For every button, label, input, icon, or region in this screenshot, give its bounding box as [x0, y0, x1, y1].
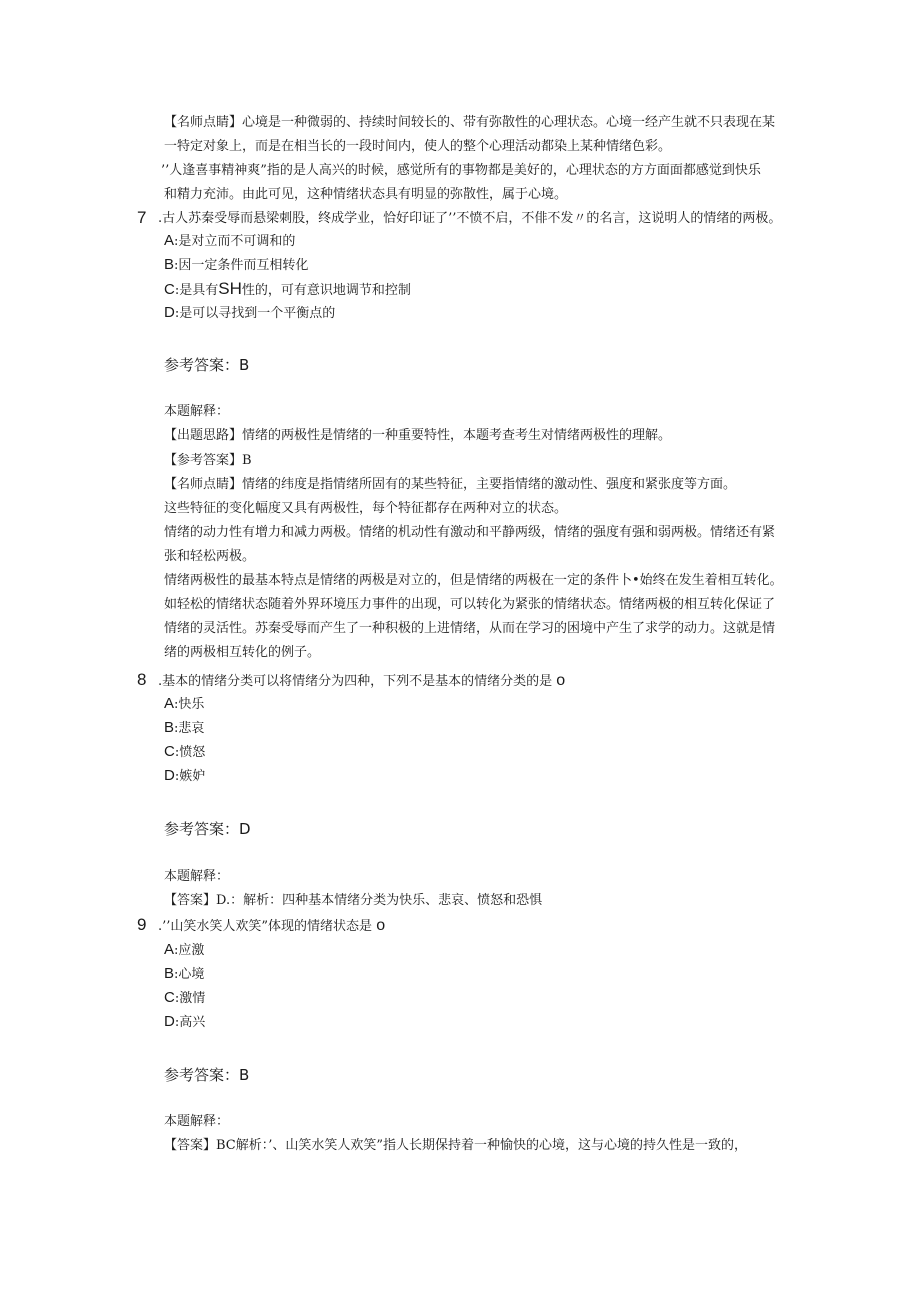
question-7-option-c[interactable] — [164, 281, 804, 299]
question-7-explain-line: 情绪的动力性有增力和减力两极。情绪的机动性有激动和平静两级，情绪的强度有强和弱两极。情绪还有紧 — [164, 525, 776, 540]
question-7-explain-label: 本题解释： — [164, 404, 230, 419]
question-9-option-c[interactable] — [164, 990, 804, 1007]
option-text: :快乐 — [174, 697, 205, 712]
question-8-option-a[interactable] — [164, 696, 804, 713]
option-letter: A — [164, 232, 175, 249]
option-letter: B — [164, 965, 175, 982]
option-text: :嫉妒 — [174, 769, 206, 784]
question-9-explain-label: 本题解释： — [164, 1114, 230, 1129]
question-7-option-a[interactable] — [164, 233, 804, 250]
option-letter: C — [164, 281, 175, 298]
question-9-blank: o — [376, 917, 386, 934]
intro-line-1: 【名师点睛】心境是一种微弱的、持续时间较长的、带有弥散性的心理状态。心境一经产生就不只表现在某 — [164, 115, 776, 130]
question-9-text-body: .’’山笑水笑人欢笑”体现的情绪状态是 — [158, 919, 373, 934]
question-7-explain-line: 这些特征的变化幅度又具有两极性，每个特征都存在两种对立的状态。 — [164, 501, 568, 516]
question-9-option-a[interactable] — [164, 942, 804, 959]
option-text: :愤怒 — [174, 745, 206, 760]
option-letter: C — [164, 989, 175, 1006]
option-letter: A — [164, 695, 175, 712]
question-7-number: 7 — [137, 208, 147, 227]
option-letter: D — [164, 1013, 175, 1030]
question-8-text-body: .基本的情绪分类可以将情绪分为四种，下列不是基本的情绪分类的是 — [158, 674, 553, 689]
option-text: :高兴 — [174, 1015, 206, 1030]
question-7-explain-line: 绪的两极相互转化的例子。 — [164, 645, 321, 660]
question-8-number: 8 — [137, 670, 147, 689]
question-7-explain-line: 张和轻松两极。 — [164, 549, 256, 564]
question-9-text — [158, 918, 798, 935]
option-letter: B — [164, 256, 175, 273]
question-7-explain-line: 情绪两极性的最基本特点是情绪的两极是对立的，但是情绪的两极在一定的条件卜•始终在发生着相互转化。 — [164, 573, 783, 588]
question-8-blank: o — [556, 672, 566, 689]
question-8-option-b[interactable] — [164, 720, 804, 737]
question-7-option-b[interactable] — [164, 257, 804, 274]
question-7-answer: 参考答案：B — [164, 356, 250, 374]
question-7-explain-line: 情绪的灵活性。苏秦受辱而产生了一种积极的上进情绪，从而在学习的困境中产生了求学的动力。这就是情 — [164, 621, 776, 636]
question-9-answer: 参考答案：B — [164, 1066, 250, 1084]
option-text: :是可以寻找到一个平衡点的 — [174, 306, 336, 321]
question-7-option-d[interactable] — [164, 305, 804, 322]
option-letter: A — [164, 941, 175, 958]
question-7-explain-line: 【名师点睛】情绪的纬度是指情绪所固有的某些特征，主要指情绪的激动性、强度和紧张度等方面。 — [164, 477, 737, 492]
option-text: :应激 — [174, 943, 205, 958]
option-text: :是具有 — [174, 283, 219, 298]
question-8-explain-label: 本题解释： — [164, 869, 230, 884]
intro-line-4: 和精力充沛。由此可见，这种情绪状态具有明显的弥散性，属于心境。 — [164, 187, 568, 202]
question-9-number: 9 — [137, 915, 147, 934]
option-text: :悲哀 — [174, 721, 205, 736]
question-8-option-d[interactable] — [164, 768, 804, 785]
intro-line-3: ’’人逢喜事精神爽”指的是人高兴的时候，感觉所有的事物都是美好的，心理状态的方方面面都感觉到快乐 — [161, 163, 761, 178]
question-9-option-d[interactable] — [164, 1014, 804, 1031]
question-7-explain-line: 如轻松的情绪状态随着外界环境压力事件的出现，可以转化为紧张的情绪状态。情绪两极的相互转化保证了 — [164, 597, 776, 612]
option-letter: D — [164, 304, 175, 321]
question-9-explain-line: 【答案】BC解析：’、山笑水笑人欢笑”指人长期保持着一种愉快的心境，这与心境的持久性是一致的， — [164, 1138, 748, 1153]
question-8-answer: 参考答案：D — [164, 820, 251, 838]
option-text: :激情 — [174, 991, 206, 1006]
question-7-text: .古人苏秦受辱而悬梁刺股，终成学业，恰好印证了’’不愤不启，不俳不发〃的名言，这说明人的情绪的两极。 — [158, 211, 782, 226]
option-text: :是对立而不可调和的 — [174, 234, 296, 249]
option-letter: C — [164, 743, 175, 760]
option-text-sh: SH — [218, 279, 242, 298]
question-9-option-b[interactable] — [164, 966, 804, 983]
option-text: 性的，可有意识地调节和控制 — [241, 283, 411, 298]
option-letter: D — [164, 767, 175, 784]
option-text: :心境 — [174, 967, 205, 982]
question-7-explain-line: 【参考答案】B — [164, 453, 252, 468]
intro-line-2: 一特定对象上，而是在相当长的一段时间内，使人的整个心理活动都染上某种情绪色彩。 — [164, 139, 672, 154]
option-letter: B — [164, 719, 175, 736]
question-8-text — [158, 673, 798, 690]
question-8-explain-line: 【答案】D.：解析：四种基本情绪分类为快乐、悲哀、愤怒和恐惧 — [164, 893, 543, 908]
question-7-explain-line: 【出题思路】情绪的两极性是情绪的一种重要特性，本题考查考生对情绪两极性的理解。 — [164, 428, 672, 443]
question-8-option-c[interactable] — [164, 744, 804, 761]
option-text: :因一定条件而互相转化 — [174, 258, 309, 273]
